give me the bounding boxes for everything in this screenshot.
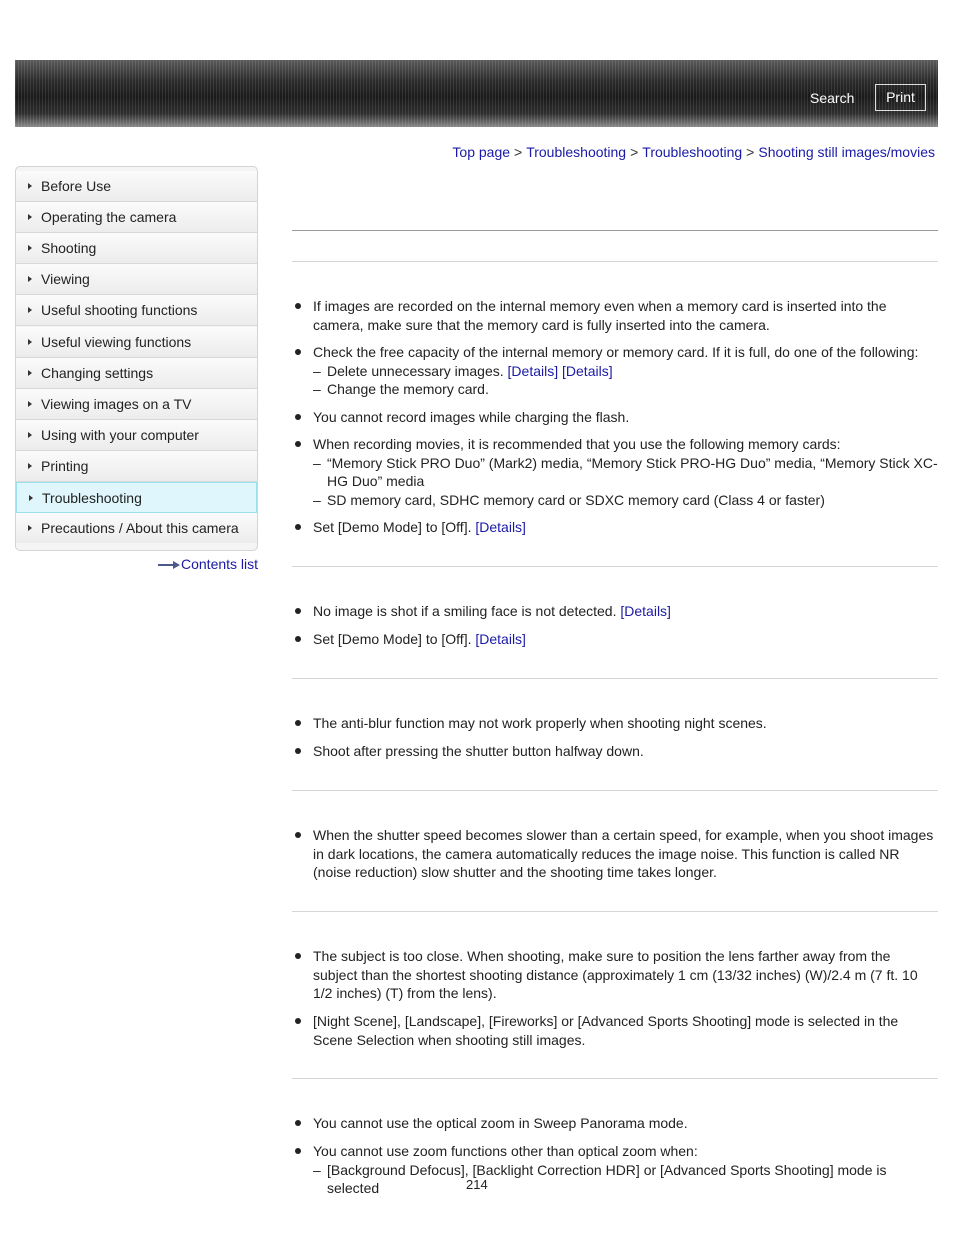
- breadcrumb-troubleshooting-sub[interactable]: Troubleshooting: [642, 144, 743, 160]
- dash-icon: –: [313, 491, 321, 508]
- sub-item-text: “Memory Stick PRO Duo” (Mark2) media, “Memory Stick PRO-HG Duo” media, “Memory Stick XC-HG Duo” media: [327, 454, 938, 489]
- arrow-icon: [28, 276, 32, 282]
- sidebar-item-label: Viewing images on a TV: [41, 396, 192, 412]
- sidebar-nav: [15, 166, 258, 551]
- arrow-icon: [28, 401, 32, 407]
- list-item-text: When the shutter speed becomes slower than a certain speed, for example, when you shoot images in dark locations, the camera automatically reduces the image noise. This function is called NR (noise reduction) slow shutter and the shooting time takes longer.: [313, 827, 934, 880]
- breadcrumb-top-page[interactable]: Top page: [452, 144, 511, 160]
- bullet-icon: [295, 1120, 301, 1126]
- list-item: [292, 1142, 938, 1198]
- list-item: [292, 714, 938, 733]
- bullet-icon: [295, 349, 301, 355]
- arrow-icon: [28, 339, 32, 345]
- list-item-text: If images are recorded on the internal memory even when a memory card is inserted into the camera, make sure that the memory card is fully inserted into the camera.: [313, 298, 887, 333]
- sub-item: [313, 491, 938, 510]
- sidebar-item-computer[interactable]: [16, 420, 257, 451]
- arrow-icon: [28, 432, 32, 438]
- sidebar-item-label: Before Use: [41, 178, 112, 194]
- bullet-icon: [295, 441, 301, 447]
- sidebar-item-useful-viewing[interactable]: [16, 327, 257, 358]
- sidebar-item-label: Precautions / About this camera: [41, 520, 239, 536]
- list-item-text: [313, 630, 938, 649]
- details-link[interactable]: [Details]: [475, 519, 526, 535]
- details-link[interactable]: [Details]: [475, 631, 526, 647]
- sidebar-item-label: Useful shooting functions: [41, 302, 198, 318]
- list-item-text: [Night Scene], [Landscape], [Fireworks] or [Advanced Sports Shooting] mode is selected in the Scene Selection when shooting still images.: [313, 1013, 899, 1048]
- sidebar-item-label: Using with your computer: [41, 427, 199, 443]
- contents-list-link[interactable]: [158, 556, 258, 572]
- page-number: 214: [466, 1177, 488, 1192]
- sub-item-text: [Background Defocus], [Backlight Correction HDR] or [Advanced Sports Shooting] mode is selected: [327, 1161, 887, 1196]
- section-divider: [292, 678, 938, 679]
- bullet-icon: [295, 636, 301, 642]
- arrow-icon: [29, 495, 33, 501]
- list-item-text: You cannot use the optical zoom in Sweep Panorama mode.: [313, 1115, 688, 1131]
- list-item-text-body: No image is shot if a smiling face is not detected.: [313, 603, 617, 619]
- sidebar-item-changing-settings[interactable]: [16, 358, 257, 389]
- sidebar-item-label: Viewing: [41, 271, 90, 287]
- section-divider: [292, 1078, 938, 1079]
- list-item: [292, 297, 938, 334]
- bullet-icon: [295, 1018, 301, 1024]
- sidebar-item-label: Printing: [41, 458, 89, 474]
- bullet-icon: [295, 1148, 301, 1154]
- dash-icon: –: [313, 454, 321, 471]
- list-item: [292, 630, 938, 649]
- sidebar-item-printing[interactable]: [16, 451, 257, 482]
- list-item-text: You cannot record images while charging the flash.: [313, 409, 630, 425]
- header-bar: [15, 60, 938, 127]
- details-link[interactable]: [Details]: [620, 603, 671, 619]
- sub-item: [313, 362, 938, 381]
- list-item: [292, 408, 938, 427]
- arrow-icon: [28, 370, 32, 376]
- list-item: [292, 947, 938, 1003]
- sidebar-item-before-use[interactable]: [16, 171, 257, 202]
- section-divider: [292, 790, 938, 791]
- arrow-icon: [28, 183, 32, 189]
- sidebar-item-viewing[interactable]: [16, 264, 257, 295]
- dash-icon: –: [313, 362, 321, 379]
- search-button[interactable]: Search: [810, 90, 855, 106]
- breadcrumb-separator: >: [630, 144, 639, 160]
- breadcrumb-troubleshooting[interactable]: Troubleshooting: [526, 144, 627, 160]
- dash-icon: –: [313, 1161, 321, 1178]
- sidebar-item-label: Shooting: [41, 240, 97, 256]
- section-divider: [292, 566, 938, 567]
- bullet-icon: [295, 608, 301, 614]
- sub-item-text: Delete unnecessary images.: [327, 362, 504, 379]
- list-item: [292, 602, 938, 621]
- list-item: [292, 1012, 938, 1049]
- sub-item: [313, 380, 938, 399]
- sidebar-item-label: Operating the camera: [41, 209, 177, 225]
- sidebar-item-label: Changing settings: [41, 365, 154, 381]
- contents-list-label: Contents list: [181, 556, 259, 572]
- list-item-text: You cannot use zoom functions other than optical zoom when:: [313, 1143, 698, 1159]
- bullet-icon: [295, 953, 301, 959]
- sidebar-item-operating[interactable]: [16, 202, 257, 233]
- arrow-icon: [28, 463, 32, 469]
- dash-icon: –: [313, 381, 321, 397]
- list-item: [292, 826, 938, 882]
- print-button[interactable]: Print: [875, 84, 926, 111]
- arrow-icon: [28, 525, 32, 531]
- sub-item-text: SD memory card, SDHC memory card or SDXC memory card (Class 4 or faster): [327, 491, 825, 508]
- list-item-text: The anti-blur function may not work properly when shooting night scenes.: [313, 715, 767, 731]
- sidebar-item-troubleshooting[interactable]: [16, 482, 257, 513]
- list-item: [292, 1114, 938, 1133]
- list-item: [292, 518, 938, 537]
- sidebar-item-label: Troubleshooting: [42, 490, 142, 506]
- bullet-icon: [295, 303, 301, 309]
- breadcrumb-separator: >: [746, 144, 755, 160]
- details-link[interactable]: [Details]: [507, 362, 559, 379]
- arrow-icon: [28, 307, 32, 313]
- bullet-icon: [295, 524, 301, 530]
- list-item-text-body: Set [Demo Mode] to [Off].: [313, 631, 472, 647]
- bullet-icon: [295, 832, 301, 838]
- bullet-icon: [295, 414, 301, 420]
- arrow-right-icon: [158, 560, 180, 570]
- list-item: [292, 343, 938, 399]
- sub-item: [313, 454, 938, 491]
- list-item-text: Check the free capacity of the internal memory or memory card. If it is full, do one of the following:: [313, 344, 919, 360]
- details-link[interactable]: [Details]: [562, 362, 613, 379]
- list-item: [292, 742, 938, 761]
- sidebar-item-label: Useful viewing functions: [41, 334, 192, 350]
- list-item-text: [313, 518, 938, 537]
- list-item-text: [313, 602, 938, 621]
- breadcrumb-separator: >: [514, 144, 523, 160]
- sidebar-item-precautions[interactable]: [16, 513, 257, 543]
- bullet-icon: [295, 748, 301, 754]
- title-divider: [292, 230, 938, 231]
- list-item-text: Shoot after pressing the shutter button halfway down.: [313, 743, 644, 759]
- list-item: [292, 435, 938, 509]
- sidebar-item-viewing-tv[interactable]: [16, 389, 257, 420]
- list-item-text: The subject is too close. When shooting, make sure to position the lens farther away from the subject than the shortest shooting distance (approximately 1 cm (13/32 inches) (W)/2.4 m (7 ft. 10 1/2 inches) (T) from the lens).: [313, 948, 918, 1001]
- sidebar-item-useful-shooting[interactable]: [16, 295, 257, 326]
- arrow-icon: [28, 245, 32, 251]
- list-item-text-body: Set [Demo Mode] to [Off].: [313, 519, 472, 535]
- sub-item-text: Change the memory card.: [327, 381, 489, 397]
- arrow-icon: [28, 214, 32, 220]
- bullet-icon: [295, 720, 301, 726]
- sub-item: [313, 1161, 938, 1198]
- breadcrumb: [452, 144, 935, 160]
- breadcrumb-current[interactable]: Shooting still images/movies: [758, 144, 935, 160]
- section-divider: [292, 261, 938, 262]
- section-divider: [292, 911, 938, 912]
- list-item-text: When recording movies, it is recommended that you use the following memory cards:: [313, 436, 841, 452]
- sidebar-item-shooting[interactable]: [16, 233, 257, 264]
